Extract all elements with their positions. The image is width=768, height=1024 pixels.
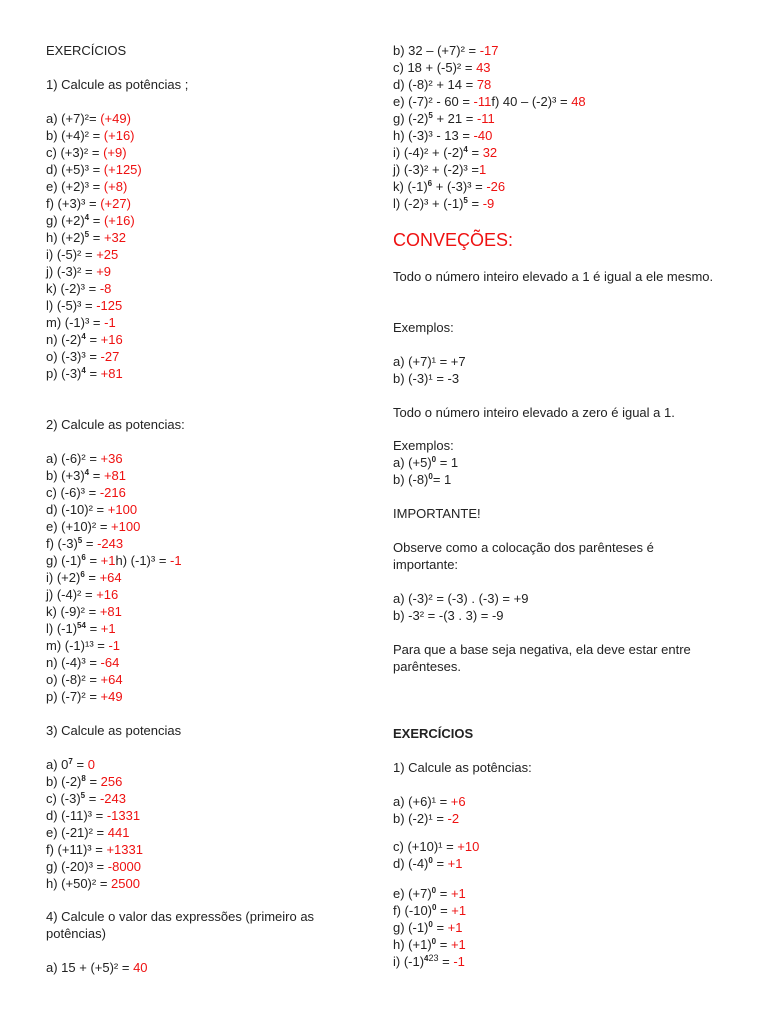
q1-item-l: l) (-5)³ = -125 xyxy=(46,298,123,313)
q2-item-n: n) (-4)³ = -64 xyxy=(46,655,120,670)
q4-item-j: j) (-3)² + (-2)³ =1 xyxy=(393,162,487,177)
q4-item-b: b) 32 – (+7)² = -17 xyxy=(393,43,499,58)
q3-item-f: f) (+11)³ = +1331 xyxy=(46,842,143,857)
q2-item-o: o) (-8)² = +64 xyxy=(46,672,123,687)
examples-label-1: Exemplos: xyxy=(393,320,454,335)
q2-item-a: a) (-6)² = +36 xyxy=(46,451,123,466)
q1-item-c: c) (+3)² = (+9) xyxy=(46,145,127,160)
q4-item-i: i) $(-4)^2 + (-2)^4 = 32$ xyxy=(393,145,498,160)
ex1-item-i: i) $(-1)^{423} = -1$ xyxy=(393,953,465,969)
important-text: Observe como a colocação dos parênteses é importante: xyxy=(393,540,654,572)
ex1-item-g: g) $(-1)^0 = +1$ xyxy=(393,920,463,935)
q4-item-g: g) $(-2)^5 + 21 = -11$ xyxy=(393,111,495,126)
q2-item-l: l) $(-1)^{54} = +1$ xyxy=(46,621,116,636)
q2-item-d: d) (-10)² = +100 xyxy=(46,502,138,517)
ex1-item-e: e) $(+7)^0 = +1$ xyxy=(393,886,466,901)
q1-item-n: n) $(-2)^4 = +16$ xyxy=(46,332,123,347)
exercise-1-title: 1) Calcule as potências: xyxy=(393,760,532,775)
q1-item-a: a) (+7)²= (+49) xyxy=(46,111,131,126)
q2-item-e: e) (+10)² = +100 xyxy=(46,519,141,534)
q3-item-g: g) (-20)³ = -8000 xyxy=(46,859,142,874)
q4-item-l: l) $(-2)^3 + (-1)^5 = -9$ xyxy=(393,196,495,211)
q1-item-k: k) (-2)³ = -8 xyxy=(46,281,112,296)
ex1-item-c: c) (+10)¹ = +10 xyxy=(393,839,480,854)
q4-item-e-f: e) (-7)² - 60 = -11f) 40 – (-2)³ = 48 xyxy=(393,94,586,109)
q2-item-m: m) (-1)¹³ = -1 xyxy=(46,638,121,653)
exercises-title-2: EXERCÍCIOS xyxy=(393,726,474,741)
q3-item-h: h) (+50)² = 2500 xyxy=(46,876,140,891)
q1-item-h: h) $(+2)^5 = +32$ xyxy=(46,230,126,245)
important-example-b: b) -3² = -(3 . 3) = -9 xyxy=(393,608,504,623)
ex1-item-f: f) $(-10)^0 = +1$ xyxy=(393,903,467,918)
example-2-b: b) $(-8)^0= 1$ xyxy=(393,472,452,487)
q1-item-f: f) (+3)³ = (+27) xyxy=(46,196,131,211)
q2-item-k: k) (-9)² = +81 xyxy=(46,604,122,619)
q1-item-m: m) (-1)³ = -1 xyxy=(46,315,116,330)
conventions-heading: CONVEÇÕES: xyxy=(393,230,514,250)
q4-item-h: h) (-3)³ - 13 = -40 xyxy=(393,128,493,143)
q1-item-g: g) $(+2)^4 = (+16)$ xyxy=(46,213,135,228)
convention-1-text: Todo o número inteiro elevado a 1 é igual a ele mesmo. xyxy=(393,269,714,284)
q3-item-a: a) $0^7 = 0$ xyxy=(46,757,95,772)
question-3-title: 3) Calcule as potencias xyxy=(46,723,182,738)
convention-2-text: Todo o número inteiro elevado a zero é igual a 1. xyxy=(393,405,675,420)
question-2-title: 2) Calcule as potencias: xyxy=(46,417,185,432)
q4-item-d: d) (-8)² + 14 = 78 xyxy=(393,77,492,92)
q4-item-c: c) 18 + (-5)² = 43 xyxy=(393,60,491,75)
q1-item-e: e) (+2)³ = (+8) xyxy=(46,179,128,194)
ex1-item-d: d) $(-4)^0 = +1$ xyxy=(393,856,463,871)
q1-item-p: p) $(-3)^4 = +81$ xyxy=(46,366,123,381)
q1-item-b: b) (+4)² = (+16) xyxy=(46,128,135,143)
q2-item-c: c) (-6)³ = -216 xyxy=(46,485,126,500)
q1-item-d: d) (+5)³ = (+125) xyxy=(46,162,142,177)
important-label: IMPORTANTE! xyxy=(393,506,481,521)
important-example-a: a) (-3)² = (-3) . (-3) = +9 xyxy=(393,591,529,606)
ex1-item-a: a) (+6)¹ = +6 xyxy=(393,794,466,809)
q1-item-j: j) (-3)² = +9 xyxy=(46,264,112,279)
example-1-a: a) (+7)¹ = +7 xyxy=(393,354,466,369)
examples-label-2: Exemplos: xyxy=(393,438,454,453)
q3-item-b: b) $(-2)^8 = 256$ xyxy=(46,774,123,789)
q2-item-i: i) $(+2)^6 = +64$ xyxy=(46,570,122,585)
q4-item-a: a) 15 + (+5)² = 40 xyxy=(46,960,148,975)
q2-item-g-h: g) $(-1)^6 = +1h$) (-1)³ = -1 xyxy=(46,553,182,568)
q1-item-o: o) (-3)³ = -27 xyxy=(46,349,120,364)
q2-item-j: j) (-4)² = +16 xyxy=(46,587,119,602)
exercises-title: EXERCÍCIOS xyxy=(46,43,127,58)
q3-item-d: d) (-11)³ = -1331 xyxy=(46,808,141,823)
q1-item-i: i) (-5)² = +25 xyxy=(46,247,119,262)
q3-item-e: e) (-21)² = 441 xyxy=(46,825,130,840)
example-2-a: a) $(+5)^0 = 1$ xyxy=(393,455,459,470)
q4-item-k: k) $(-1)^6 + (-3)^3 = -26$ xyxy=(393,179,506,194)
example-1-b: b) (-3)¹ = -3 xyxy=(393,371,460,386)
negative-base-text: Para que a base seja negativa, ela deve estar entre parênteses. xyxy=(393,642,691,674)
q2-item-f: f) $(-3)^5 = -243$ xyxy=(46,536,124,551)
question-4-title: 4) Calcule o valor das expressões (primeiro as potências) xyxy=(46,909,315,941)
question-1-title: 1) Calcule as potências ; xyxy=(46,77,189,92)
q2-item-b: b) $(+3)^4 = +81$ xyxy=(46,468,126,483)
ex1-item-h: h) $(+1)^0 = +1$ xyxy=(393,937,466,952)
q3-item-c: c) $(-3)^5 = -243$ xyxy=(46,791,126,806)
ex1-item-b: b) (-2)¹ = -2 xyxy=(393,811,460,826)
q2-item-p: p) (-7)² = +49 xyxy=(46,689,123,704)
